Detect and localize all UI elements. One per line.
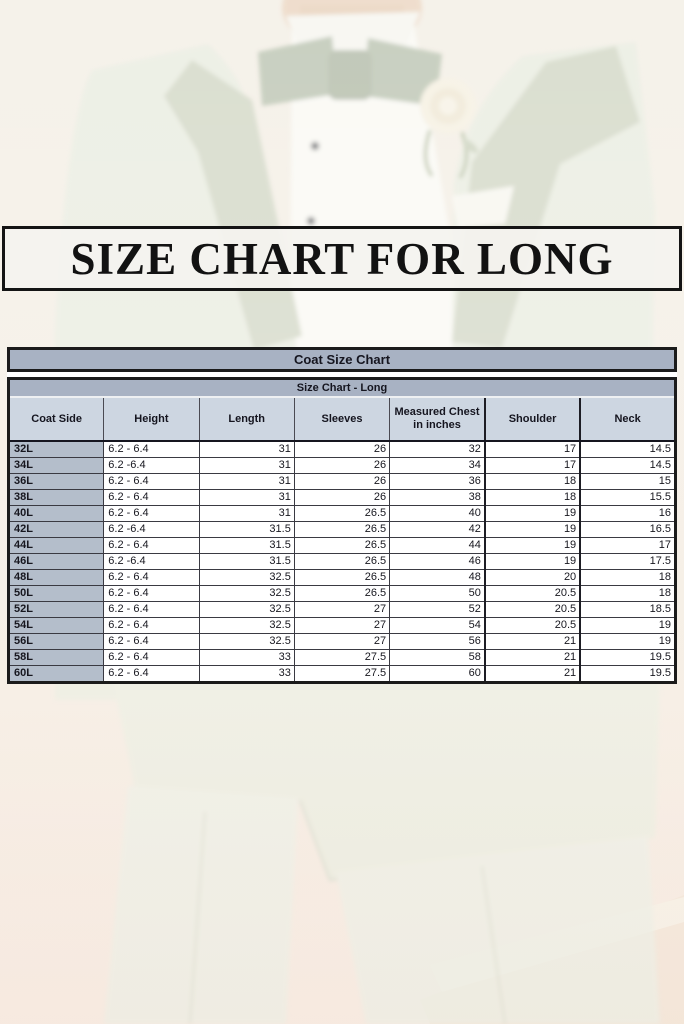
measurement-cell: 48 bbox=[390, 570, 485, 586]
coat-size-cell: 48L bbox=[9, 570, 104, 586]
measurement-cell: 6.2 - 6.4 bbox=[104, 602, 199, 618]
measurement-cell: 31.5 bbox=[199, 538, 294, 554]
measurement-cell: 31 bbox=[199, 458, 294, 474]
measurement-cell: 15.5 bbox=[580, 490, 675, 506]
measurement-cell: 19 bbox=[485, 522, 580, 538]
measurement-cell: 50 bbox=[390, 586, 485, 602]
measurement-cell: 33 bbox=[199, 666, 294, 683]
measurement-cell: 19.5 bbox=[580, 666, 675, 683]
size-row-52l bbox=[9, 602, 676, 618]
measurement-cell: 19.5 bbox=[580, 650, 675, 666]
measurement-cell: 26.5 bbox=[294, 538, 389, 554]
size-row-44l bbox=[9, 538, 676, 554]
coat-size-cell: 54L bbox=[9, 618, 104, 634]
measurement-cell: 6.2 - 6.4 bbox=[104, 538, 199, 554]
measurement-cell: 42 bbox=[390, 522, 485, 538]
measurement-cell: 17 bbox=[485, 441, 580, 458]
size-row-46l bbox=[9, 554, 676, 570]
measurement-cell: 27.5 bbox=[294, 666, 389, 683]
coat-size-cell: 58L bbox=[9, 650, 104, 666]
measurement-cell: 32.5 bbox=[199, 634, 294, 650]
size-chart-table bbox=[7, 347, 677, 684]
measurement-cell: 14.5 bbox=[580, 441, 675, 458]
measurement-cell: 19 bbox=[580, 634, 675, 650]
size-row-56l bbox=[9, 634, 676, 650]
measurement-cell: 21 bbox=[485, 634, 580, 650]
title-banner bbox=[2, 226, 682, 291]
measurement-cell: 31.5 bbox=[199, 554, 294, 570]
measurement-cell: 58 bbox=[390, 650, 485, 666]
size-row-50l bbox=[9, 586, 676, 602]
coat-size-cell: 34L bbox=[9, 458, 104, 474]
size-row-60l bbox=[9, 666, 676, 683]
measurement-cell: 31 bbox=[199, 506, 294, 522]
size-row-40l bbox=[9, 506, 676, 522]
size-row-32l bbox=[9, 441, 676, 458]
column-header-sleeves: Sleeves bbox=[294, 397, 389, 441]
measurement-cell: 26.5 bbox=[294, 586, 389, 602]
coat-size-cell: 42L bbox=[9, 522, 104, 538]
measurement-cell: 15 bbox=[580, 474, 675, 490]
measurement-cell: 17 bbox=[580, 538, 675, 554]
measurement-cell: 33 bbox=[199, 650, 294, 666]
coat-size-cell: 52L bbox=[9, 602, 104, 618]
measurement-cell: 27 bbox=[294, 634, 389, 650]
measurement-cell: 60 bbox=[390, 666, 485, 683]
measurement-cell: 21 bbox=[485, 666, 580, 683]
measurement-cell: 38 bbox=[390, 490, 485, 506]
size-row-48l bbox=[9, 570, 676, 586]
measurement-cell: 26.5 bbox=[294, 506, 389, 522]
measurement-cell: 14.5 bbox=[580, 458, 675, 474]
measurement-cell: 18.5 bbox=[580, 602, 675, 618]
measurement-cell: 36 bbox=[390, 474, 485, 490]
size-row-58l bbox=[9, 650, 676, 666]
measurement-cell: 27.5 bbox=[294, 650, 389, 666]
size-row-38l bbox=[9, 490, 676, 506]
measurement-cell: 46 bbox=[390, 554, 485, 570]
measurement-cell: 26.5 bbox=[294, 570, 389, 586]
measurement-cell: 6.2 - 6.4 bbox=[104, 650, 199, 666]
measurement-cell: 26.5 bbox=[294, 554, 389, 570]
measurement-cell: 19 bbox=[485, 538, 580, 554]
measurement-cell: 6.2 - 6.4 bbox=[104, 570, 199, 586]
measurement-cell: 32.5 bbox=[199, 570, 294, 586]
measurement-cell: 6.2 - 6.4 bbox=[104, 490, 199, 506]
column-header-measured-chest-in-inches: Measured Chest in inches bbox=[390, 397, 485, 441]
measurement-cell: 32 bbox=[390, 441, 485, 458]
measurement-cell: 40 bbox=[390, 506, 485, 522]
column-header-shoulder: Shoulder bbox=[485, 397, 580, 441]
size-row-42l bbox=[9, 522, 676, 538]
column-header-coat-side: Coat Side bbox=[9, 397, 104, 441]
measurement-cell: 6.2 - 6.4 bbox=[104, 634, 199, 650]
table-subtitle-row bbox=[9, 379, 676, 398]
measurement-cell: 19 bbox=[580, 618, 675, 634]
measurement-cell: 6.2 - 6.4 bbox=[104, 474, 199, 490]
measurement-cell: 19 bbox=[485, 554, 580, 570]
measurement-cell: 26.5 bbox=[294, 522, 389, 538]
measurement-cell: 21 bbox=[485, 650, 580, 666]
banner-title: SIZE CHART FOR LONG bbox=[70, 233, 614, 284]
measurement-cell: 17.5 bbox=[580, 554, 675, 570]
measurement-cell: 18 bbox=[485, 490, 580, 506]
measurement-cell: 16 bbox=[580, 506, 675, 522]
column-header-height: Height bbox=[104, 397, 199, 441]
coat-size-cell: 36L bbox=[9, 474, 104, 490]
table-subtitle: Size Chart - Long bbox=[9, 379, 676, 398]
measurement-cell: 17 bbox=[485, 458, 580, 474]
column-header-length: Length bbox=[199, 397, 294, 441]
coat-size-cell: 56L bbox=[9, 634, 104, 650]
coat-size-cell: 44L bbox=[9, 538, 104, 554]
measurement-cell: 32.5 bbox=[199, 618, 294, 634]
measurement-cell: 44 bbox=[390, 538, 485, 554]
column-header-row bbox=[9, 397, 676, 441]
coat-size-cell: 46L bbox=[9, 554, 104, 570]
table-title: Coat Size Chart bbox=[7, 347, 677, 372]
measurement-cell: 26 bbox=[294, 474, 389, 490]
measurement-cell: 20.5 bbox=[485, 602, 580, 618]
measurement-cell: 32.5 bbox=[199, 602, 294, 618]
measurement-cell: 31 bbox=[199, 490, 294, 506]
coat-size-cell: 50L bbox=[9, 586, 104, 602]
measurement-cell: 6.2 - 6.4 bbox=[104, 506, 199, 522]
measurement-cell: 20.5 bbox=[485, 618, 580, 634]
measurement-cell: 16.5 bbox=[580, 522, 675, 538]
coat-size-cell: 32L bbox=[9, 441, 104, 458]
measurement-cell: 20 bbox=[485, 570, 580, 586]
measurement-cell: 31 bbox=[199, 441, 294, 458]
measurement-cell: 6.2 -6.4 bbox=[104, 458, 199, 474]
measurement-cell: 6.2 -6.4 bbox=[104, 554, 199, 570]
coat-size-table bbox=[7, 377, 677, 684]
measurement-cell: 34 bbox=[390, 458, 485, 474]
size-row-54l bbox=[9, 618, 676, 634]
coat-size-cell: 40L bbox=[9, 506, 104, 522]
measurement-cell: 6.2 - 6.4 bbox=[104, 666, 199, 683]
measurement-cell: 6.2 - 6.4 bbox=[104, 586, 199, 602]
measurement-cell: 56 bbox=[390, 634, 485, 650]
measurement-cell: 6.2 - 6.4 bbox=[104, 441, 199, 458]
measurement-cell: 18 bbox=[485, 474, 580, 490]
measurement-cell: 54 bbox=[390, 618, 485, 634]
measurement-cell: 26 bbox=[294, 490, 389, 506]
measurement-cell: 18 bbox=[580, 570, 675, 586]
size-row-36l bbox=[9, 474, 676, 490]
measurement-cell: 27 bbox=[294, 618, 389, 634]
coat-size-cell: 60L bbox=[9, 666, 104, 683]
measurement-cell: 19 bbox=[485, 506, 580, 522]
measurement-cell: 27 bbox=[294, 602, 389, 618]
measurement-cell: 32.5 bbox=[199, 586, 294, 602]
measurement-cell: 52 bbox=[390, 602, 485, 618]
measurement-cell: 6.2 - 6.4 bbox=[104, 618, 199, 634]
measurement-cell: 31.5 bbox=[199, 522, 294, 538]
measurement-cell: 20.5 bbox=[485, 586, 580, 602]
measurement-cell: 26 bbox=[294, 441, 389, 458]
measurement-cell: 6.2 -6.4 bbox=[104, 522, 199, 538]
size-row-34l bbox=[9, 458, 676, 474]
measurement-cell: 31 bbox=[199, 474, 294, 490]
column-header-neck: Neck bbox=[580, 397, 675, 441]
measurement-cell: 18 bbox=[580, 586, 675, 602]
measurement-cell: 26 bbox=[294, 458, 389, 474]
coat-size-cell: 38L bbox=[9, 490, 104, 506]
